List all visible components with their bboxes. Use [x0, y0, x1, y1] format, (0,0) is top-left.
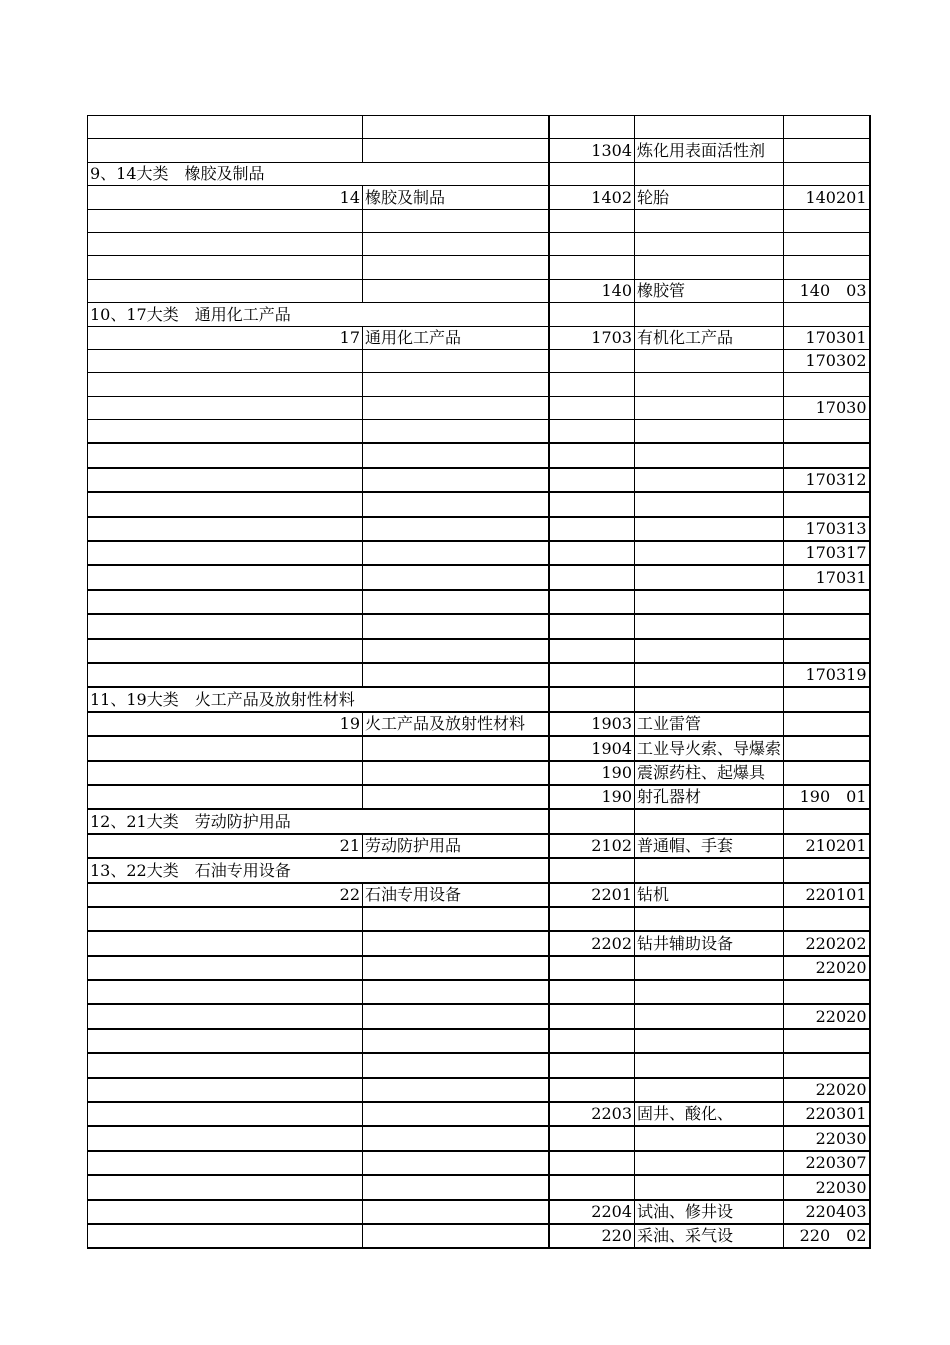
cell-col1[interactable]	[88, 468, 363, 492]
cell-col1[interactable]	[88, 761, 363, 785]
cell-col5[interactable]	[784, 809, 870, 833]
table-row	[88, 420, 870, 444]
cell-col3[interactable]	[549, 1078, 635, 1102]
cell-col2[interactable]: 火工产品及放射性材料	[363, 712, 549, 736]
cell-col4[interactable]	[635, 232, 784, 255]
cell-col5[interactable]	[784, 139, 870, 162]
cell-col1[interactable]	[88, 1151, 363, 1175]
cell-col4[interactable]	[635, 614, 784, 638]
spreadsheet-table	[87, 115, 871, 1249]
cell-col1[interactable]	[88, 420, 363, 444]
cell-col4[interactable]	[635, 468, 784, 492]
cell-col4[interactable]: 震源药柱、起爆具	[635, 761, 784, 785]
cell-col2[interactable]	[363, 1004, 549, 1028]
cell-col3[interactable]	[549, 420, 635, 444]
cell-col2[interactable]	[363, 517, 549, 541]
table-row	[88, 883, 870, 907]
table-row	[88, 1078, 870, 1102]
cell-col3[interactable]	[549, 232, 635, 255]
cell-col4[interactable]	[635, 639, 784, 663]
cell-col3[interactable]	[549, 162, 635, 185]
cell-col1[interactable]	[88, 1004, 363, 1028]
cell-col2[interactable]	[363, 663, 549, 687]
table-row	[88, 541, 870, 565]
cell-col1[interactable]	[88, 492, 363, 516]
cell-col3[interactable]	[549, 373, 635, 396]
cell-col4[interactable]	[635, 303, 784, 326]
cell-col5[interactable]	[784, 907, 870, 931]
section-header-row	[88, 687, 870, 711]
table-row	[88, 396, 870, 419]
cell-col3[interactable]	[549, 1126, 635, 1150]
table-row	[88, 931, 870, 955]
cell-col1[interactable]	[88, 1175, 363, 1199]
cell-col4[interactable]	[635, 1175, 784, 1199]
table-row	[88, 980, 870, 1004]
cell-col5[interactable]	[784, 980, 870, 1004]
cell-col3[interactable]: 2201	[549, 883, 635, 907]
cell-col2[interactable]	[363, 1102, 549, 1126]
cell-col2[interactable]	[363, 956, 549, 980]
cell-col3[interactable]	[549, 1004, 635, 1028]
cell-col3[interactable]	[549, 1053, 635, 1077]
cell-col5[interactable]: 190 01	[784, 785, 870, 809]
cell-col5[interactable]	[784, 687, 870, 711]
cell-col3[interactable]	[549, 116, 635, 139]
cell-col2[interactable]	[363, 809, 549, 833]
cell-col2[interactable]	[363, 761, 549, 785]
cell-col1[interactable]	[88, 907, 363, 931]
cell-col4[interactable]	[635, 256, 784, 279]
cell-col2[interactable]: 橡胶及制品	[363, 186, 549, 209]
cell-col1[interactable]	[88, 1102, 363, 1126]
cell-col2[interactable]	[363, 209, 549, 232]
cell-col2[interactable]	[363, 373, 549, 396]
cell-col4[interactable]: 钻井辅助设备	[635, 931, 784, 955]
cell-col1[interactable]	[88, 1078, 363, 1102]
cell-col4[interactable]: 工业导火索、导爆索	[635, 736, 784, 760]
cell-col2[interactable]	[363, 1200, 549, 1224]
cell-col3[interactable]	[549, 443, 635, 467]
cell-col4[interactable]	[635, 980, 784, 1004]
cell-col5[interactable]: 22020	[784, 1078, 870, 1102]
cell-col3[interactable]: 1304	[549, 139, 635, 162]
table-row	[88, 116, 870, 139]
cell-col2[interactable]	[363, 858, 549, 882]
cell-col2[interactable]	[363, 139, 549, 162]
cell-col4[interactable]	[635, 809, 784, 833]
spreadsheet-body	[88, 116, 870, 1249]
cell-col1[interactable]	[88, 256, 363, 279]
table-row	[88, 443, 870, 467]
cell-col1[interactable]	[88, 931, 363, 955]
table-row	[88, 834, 870, 858]
table-row	[88, 1151, 870, 1175]
cell-col1[interactable]	[88, 116, 363, 139]
table-row	[88, 279, 870, 302]
cell-col5[interactable]	[784, 209, 870, 232]
cell-col3[interactable]: 1904	[549, 736, 635, 760]
cell-col4[interactable]: 钻机	[635, 883, 784, 907]
cell-col5[interactable]: 170319	[784, 663, 870, 687]
cell-col3[interactable]	[549, 663, 635, 687]
cell-col4[interactable]	[635, 349, 784, 372]
cell-col3[interactable]: 190	[549, 785, 635, 809]
cell-col3[interactable]	[549, 468, 635, 492]
cell-col5[interactable]	[784, 1053, 870, 1077]
cell-col3[interactable]: 1402	[549, 186, 635, 209]
table-row	[88, 956, 870, 980]
table-row	[88, 1102, 870, 1126]
cell-col5[interactable]	[784, 373, 870, 396]
cell-col1[interactable]	[88, 565, 363, 589]
cell-col2[interactable]	[363, 541, 549, 565]
table-row	[88, 1004, 870, 1028]
cell-col5[interactable]: 22030	[784, 1126, 870, 1150]
cell-col5[interactable]: 170313	[784, 517, 870, 541]
cell-col3[interactable]	[549, 956, 635, 980]
cell-col4[interactable]	[635, 956, 784, 980]
cell-col5[interactable]: 140 03	[784, 279, 870, 302]
cell-col5[interactable]: 220301	[784, 1102, 870, 1126]
cell-col3[interactable]: 140	[549, 279, 635, 302]
table-row	[88, 639, 870, 663]
table-row	[88, 736, 870, 760]
cell-col5[interactable]	[784, 162, 870, 185]
cell-col5[interactable]: 17031	[784, 565, 870, 589]
cell-col1[interactable]	[88, 396, 363, 419]
cell-col5[interactable]	[784, 639, 870, 663]
cell-col2[interactable]	[363, 420, 549, 444]
cell-col4[interactable]	[635, 396, 784, 419]
cell-col3[interactable]: 2102	[549, 834, 635, 858]
cell-col2[interactable]	[363, 1078, 549, 1102]
cell-col5[interactable]: 22030	[784, 1175, 870, 1199]
cell-col5[interactable]	[784, 116, 870, 139]
table-row	[88, 663, 870, 687]
cell-col4[interactable]	[635, 209, 784, 232]
cell-col3[interactable]: 2203	[549, 1102, 635, 1126]
cell-col5[interactable]: 140201	[784, 186, 870, 209]
cell-col3[interactable]: 220	[549, 1224, 635, 1248]
cell-col4[interactable]	[635, 1151, 784, 1175]
table-row	[88, 139, 870, 162]
cell-col2[interactable]	[363, 639, 549, 663]
cell-col2[interactable]: 劳动防护用品	[363, 834, 549, 858]
cell-col2[interactable]	[363, 1053, 549, 1077]
cell-col4[interactable]	[635, 162, 784, 185]
table-row	[88, 349, 870, 372]
cell-col3[interactable]	[549, 565, 635, 589]
cell-col2[interactable]	[363, 907, 549, 931]
cell-col1[interactable]	[88, 590, 363, 614]
cell-col3[interactable]	[549, 980, 635, 1004]
cell-col5[interactable]	[784, 420, 870, 444]
cell-col2[interactable]	[363, 468, 549, 492]
section-header-row	[88, 858, 870, 882]
cell-col2[interactable]	[363, 279, 549, 302]
cell-col1[interactable]	[88, 1224, 363, 1248]
table-row	[88, 1224, 870, 1248]
cell-col5[interactable]: 22020	[784, 956, 870, 980]
cell-col1[interactable]: 12、21大类 劳动防护用品	[88, 809, 363, 833]
cell-col2[interactable]	[363, 443, 549, 467]
cell-col4[interactable]: 普通帽、手套	[635, 834, 784, 858]
cell-col2[interactable]	[363, 590, 549, 614]
section-header-row	[88, 162, 870, 185]
cell-col4[interactable]	[635, 1053, 784, 1077]
cell-col5[interactable]	[784, 232, 870, 255]
cell-col2[interactable]	[363, 980, 549, 1004]
cell-col1[interactable]	[88, 1053, 363, 1077]
table-row	[88, 326, 870, 349]
table-row	[88, 565, 870, 589]
cell-col4[interactable]: 射孔器材	[635, 785, 784, 809]
cell-col4[interactable]: 轮胎	[635, 186, 784, 209]
cell-col1[interactable]	[88, 232, 363, 255]
cell-col2[interactable]	[363, 687, 549, 711]
cell-col4[interactable]	[635, 492, 784, 516]
cell-col2[interactable]	[363, 1151, 549, 1175]
cell-col3[interactable]	[549, 517, 635, 541]
cell-col5[interactable]	[784, 761, 870, 785]
cell-col1[interactable]: 14	[88, 186, 363, 209]
table-row	[88, 1053, 870, 1077]
cell-col3[interactable]	[549, 639, 635, 663]
cell-col2[interactable]: 石油专用设备	[363, 883, 549, 907]
cell-col5[interactable]: 170312	[784, 468, 870, 492]
cell-col4[interactable]	[635, 1126, 784, 1150]
table-row	[88, 468, 870, 492]
cell-col2[interactable]	[363, 1175, 549, 1199]
cell-col1[interactable]	[88, 541, 363, 565]
cell-col4[interactable]	[635, 907, 784, 931]
cell-col5[interactable]: 170301	[784, 326, 870, 349]
cell-col2[interactable]	[363, 565, 549, 589]
cell-col3[interactable]	[549, 541, 635, 565]
cell-col3[interactable]	[549, 614, 635, 638]
cell-col4[interactable]	[635, 443, 784, 467]
table-row	[88, 373, 870, 396]
table-row	[88, 907, 870, 931]
cell-col3[interactable]	[549, 303, 635, 326]
cell-col1[interactable]	[88, 1200, 363, 1224]
cell-col3[interactable]: 1703	[549, 326, 635, 349]
table-row	[88, 761, 870, 785]
cell-col3[interactable]	[549, 907, 635, 931]
cell-col5[interactable]: 220307	[784, 1151, 870, 1175]
cell-col3[interactable]	[549, 1029, 635, 1053]
cell-col4[interactable]	[635, 1078, 784, 1102]
cell-col2[interactable]	[363, 1126, 549, 1150]
cell-col1[interactable]	[88, 980, 363, 1004]
cell-col1[interactable]	[88, 517, 363, 541]
table-row	[88, 590, 870, 614]
cell-col1[interactable]: 9、14大类 橡胶及制品	[88, 162, 363, 185]
cell-col3[interactable]	[549, 809, 635, 833]
cell-col5[interactable]: 220 02	[784, 1224, 870, 1248]
cell-col5[interactable]	[784, 614, 870, 638]
cell-col4[interactable]	[635, 1004, 784, 1028]
cell-col2[interactable]	[363, 736, 549, 760]
cell-col4[interactable]	[635, 517, 784, 541]
cell-col1[interactable]	[88, 614, 363, 638]
cell-col1[interactable]	[88, 209, 363, 232]
cell-col5[interactable]	[784, 443, 870, 467]
cell-col1[interactable]: 10、17大类 通用化工产品	[88, 303, 363, 326]
cell-col3[interactable]	[549, 349, 635, 372]
cell-col1[interactable]	[88, 1126, 363, 1150]
table-row	[88, 209, 870, 232]
table-row	[88, 614, 870, 638]
table-row	[88, 1029, 870, 1053]
cell-col2[interactable]: 通用化工产品	[363, 326, 549, 349]
cell-col3[interactable]	[549, 256, 635, 279]
cell-col3[interactable]	[549, 396, 635, 419]
cell-col5[interactable]: 220403	[784, 1200, 870, 1224]
cell-col5[interactable]: 170302	[784, 349, 870, 372]
cell-col4[interactable]	[635, 858, 784, 882]
cell-col5[interactable]: 210201	[784, 834, 870, 858]
cell-col2[interactable]	[363, 303, 549, 326]
cell-col4[interactable]: 工业雷管	[635, 712, 784, 736]
cell-col2[interactable]	[363, 931, 549, 955]
cell-col1[interactable]: 13、22大类 石油专用设备	[88, 858, 363, 882]
cell-col1[interactable]	[88, 373, 363, 396]
table-row	[88, 256, 870, 279]
cell-col5[interactable]	[784, 736, 870, 760]
cell-col1[interactable]: 22	[88, 883, 363, 907]
cell-col4[interactable]: 有机化工产品	[635, 326, 784, 349]
cell-col2[interactable]	[363, 1029, 549, 1053]
cell-col3[interactable]: 190	[549, 761, 635, 785]
cell-col2[interactable]	[363, 1224, 549, 1248]
cell-col5[interactable]	[784, 256, 870, 279]
cell-col2[interactable]	[363, 232, 549, 255]
cell-col3[interactable]: 1903	[549, 712, 635, 736]
section-header-row	[88, 303, 870, 326]
cell-col1[interactable]	[88, 349, 363, 372]
table-row	[88, 186, 870, 209]
cell-col4[interactable]	[635, 687, 784, 711]
cell-col3[interactable]	[549, 687, 635, 711]
cell-col3[interactable]	[549, 858, 635, 882]
cell-col2[interactable]	[363, 116, 549, 139]
cell-col1[interactable]	[88, 663, 363, 687]
cell-col5[interactable]	[784, 858, 870, 882]
table-row	[88, 1200, 870, 1224]
cell-col1[interactable]	[88, 139, 363, 162]
cell-col5[interactable]: 220101	[784, 883, 870, 907]
cell-col2[interactable]	[363, 785, 549, 809]
cell-col2[interactable]	[363, 492, 549, 516]
table-row	[88, 232, 870, 255]
cell-col1[interactable]	[88, 1029, 363, 1053]
table-row	[88, 785, 870, 809]
cell-col1[interactable]	[88, 736, 363, 760]
cell-col5[interactable]: 220202	[784, 931, 870, 955]
cell-col3[interactable]	[549, 492, 635, 516]
cell-col4[interactable]: 炼化用表面活性剂	[635, 139, 784, 162]
section-header-row	[88, 809, 870, 833]
cell-col4[interactable]: 采油、采气设	[635, 1224, 784, 1248]
cell-col4[interactable]: 固井、酸化、	[635, 1102, 784, 1126]
cell-col2[interactable]	[363, 162, 549, 185]
cell-col2[interactable]	[363, 256, 549, 279]
cell-col3[interactable]: 2204	[549, 1200, 635, 1224]
cell-col5[interactable]	[784, 712, 870, 736]
cell-col4[interactable]	[635, 373, 784, 396]
table-row	[88, 517, 870, 541]
cell-col1[interactable]	[88, 639, 363, 663]
table-row	[88, 1126, 870, 1150]
cell-col1[interactable]	[88, 785, 363, 809]
cell-col1[interactable]: 21	[88, 834, 363, 858]
cell-col1[interactable]	[88, 956, 363, 980]
cell-col1[interactable]: 11、19大类 火工产品及放射性材料	[88, 687, 363, 711]
cell-col5[interactable]	[784, 590, 870, 614]
table-row	[88, 1175, 870, 1199]
cell-col4[interactable]: 橡胶管	[635, 279, 784, 302]
cell-col2[interactable]	[363, 396, 549, 419]
cell-col4[interactable]: 试油、修井设	[635, 1200, 784, 1224]
cell-col3[interactable]	[549, 209, 635, 232]
cell-col5[interactable]: 170317	[784, 541, 870, 565]
cell-col1[interactable]	[88, 443, 363, 467]
cell-col3[interactable]	[549, 1175, 635, 1199]
cell-col5[interactable]	[784, 1029, 870, 1053]
cell-col4[interactable]	[635, 663, 784, 687]
cell-col3[interactable]: 2202	[549, 931, 635, 955]
cell-col2[interactable]	[363, 349, 549, 372]
cell-col5[interactable]	[784, 303, 870, 326]
cell-col4[interactable]	[635, 116, 784, 139]
cell-col5[interactable]: 22020	[784, 1004, 870, 1028]
cell-col4[interactable]	[635, 590, 784, 614]
cell-col4[interactable]	[635, 1029, 784, 1053]
table-row	[88, 492, 870, 516]
cell-col1[interactable]: 19	[88, 712, 363, 736]
cell-col3[interactable]	[549, 590, 635, 614]
cell-col1[interactable]	[88, 279, 363, 302]
cell-col4[interactable]	[635, 420, 784, 444]
cell-col1[interactable]: 17	[88, 326, 363, 349]
cell-col4[interactable]	[635, 541, 784, 565]
table-row	[88, 712, 870, 736]
cell-col4[interactable]	[635, 565, 784, 589]
cell-col5[interactable]: 17030	[784, 396, 870, 419]
cell-col2[interactable]	[363, 614, 549, 638]
cell-col5[interactable]	[784, 492, 870, 516]
cell-col3[interactable]	[549, 1151, 635, 1175]
